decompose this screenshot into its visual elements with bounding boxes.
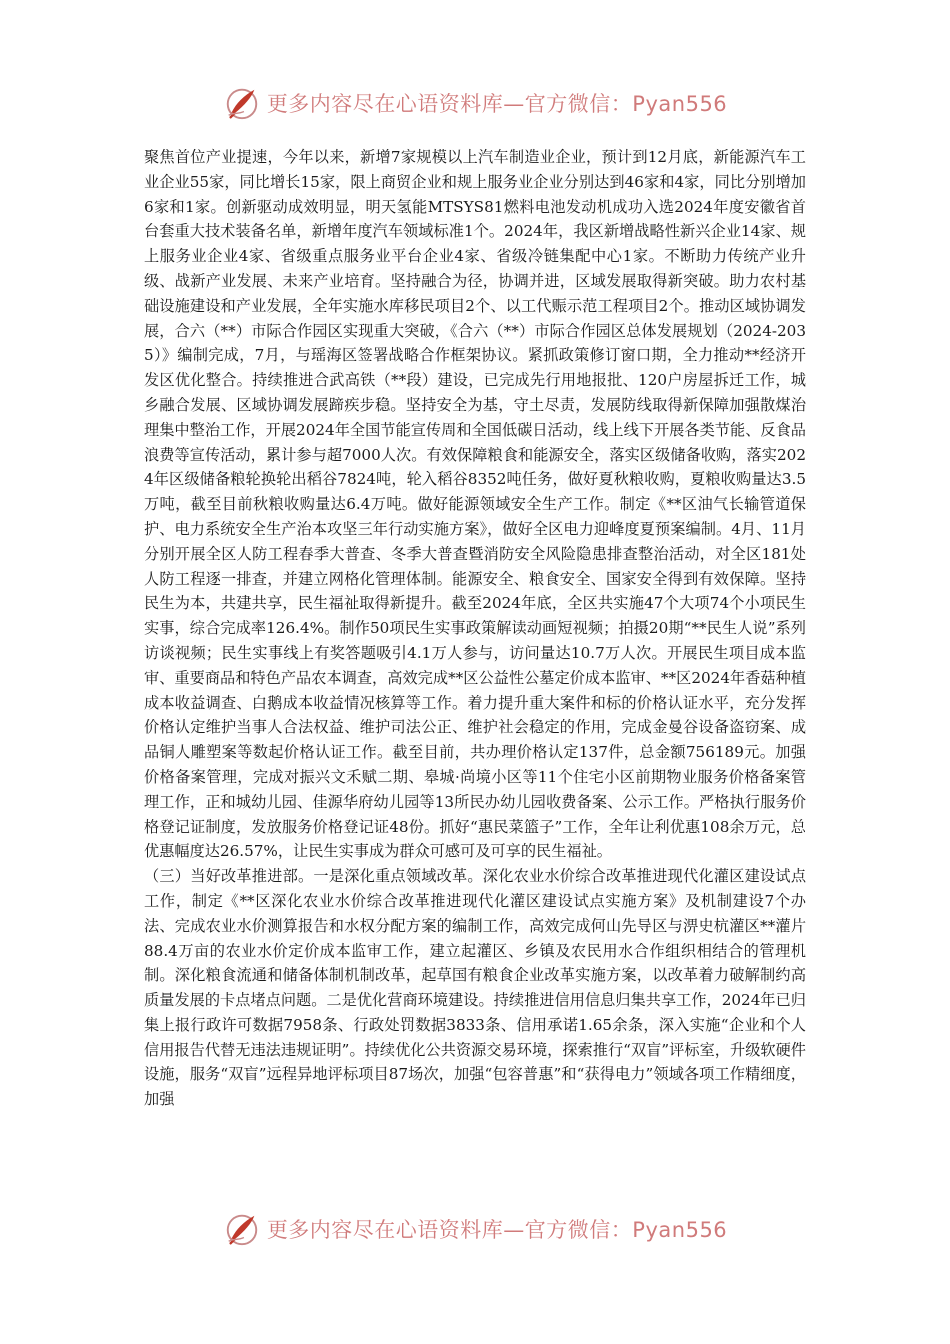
pen-logo-icon: [223, 84, 261, 122]
body-paragraph: 聚焦首位产业提速，今年以来，新增7家规模以上汽车制造业企业，预计到12月底，新能源汽车工业企业55家，同比增长15家，限上商贸企业和规上服务业企业分别达到46家和4家，同比分别增加6家和1家。创新驱动成效明显，明天氢能MTSYS81燃料电池发动机成功入选2024年度安徽省首台套重大技术装备名单，新增年度汽车领域标准1个。2024年，我区新增战略性新兴企业14家、规上服务业企业4家、省级重点服务业平台企业4家、省级冷链集配中心1家。不断助力传统产业升级、战新产业发展、未来产业培育。坚持融合为径，协调并进，区域发展取得新突破。助力农村基础设施建设和产业发展，全年实施水库移民项目2个、以工代赈示范工程项目2个。推动区域协调发展，合六（**）市际合作园区实现重大突破，《合六（**）市际合作园区总体发展规划（2024-2035）》编制完成，7月，与瑶海区签署战略合作框架协议。紧抓政策修订窗口期，全力推动**经济开发区优化整合。持续推进合武高铁（**段）建设，已完成先行用地报批、120户房屋拆迁工作，城乡融合发展、区域协调发展蹄疾步稳。坚持安全为基，守土尽责，发展防线取得新保障加强散煤治理集中整治工作，开展2024年全国节能宣传周和全国低碳日活动，线上线下开展各类节能、反食品浪费等宣传活动，累计参与超7000人次。有效保障粮食和能源安全，落实区级储备收购，落实2024年区级储备粮轮换轮出稻谷7824吨，轮入稻谷8352吨任务，做好夏秋粮收购，夏粮收购量达3.5万吨，截至目前秋粮收购量达6.4万吨。做好能源领域安全生产工作。制定《**区油气长输管道保护、电力系统安全生产治本攻坚三年行动实施方案》，做好全区电力迎峰度夏预案编制。4月、11月分别开展全区人防工程春季大普查、冬季大普查暨消防安全风险隐患排查整治活动，对全区181处人防工程逐一排查，并建立网格化管理体制。能源安全、粮食安全、国家安全得到有效保障。坚持民生为本，共建共享，民生福祉取得新提升。截至2024年底，全区共实施47个大项74个小项民生实事，综合完成率126.4%。制作50项民生实事政策解读动画短视频；拍摄20期“**民生人说”系列访谈视频；民生实事线上有奖答题吸引4.1万人参与，访问量达10.7万人次。开展民生项目成本监审、重要商品和特色产品农本调查，高效完成**区公益性公墓定价成本监审、**区2024年香菇种植成本收益调查、白鹅成本收益情况核算等工作。着力提升重大案件和标的价格认证水平，充分发挥价格认定维护当事人合法权益、维护司法公正、维护社会稳定的作用，完成金曼谷设备盗窃案、成品铜人雕塑案等数起价格认证工作。截至目前，共办理价格认定137件，总金额756189元。加强价格备案管理，完成对振兴文禾赋二期、皋城·尚境小区等11个住宅小区前期物业服务价格备案管理工作，正和城幼儿园、佳源华府幼儿园等13所民办幼儿园收费备案、公示工作。严格执行服务价格登记证制度，发放服务价格登记证48份。抓好“惠民菜篮子”工作，全年让利优惠108余万元，总优惠幅度达26.57%，让民生实事成为群众可感可及可享的民生福祉。: [144, 148, 806, 861]
body-paragraph: （三）当好改革推进部。一是深化重点领域改革。深化农业水价综合改革推进现代化灌区建设试点工作，制定《**区深化农业水价综合改革推进现代化灌区建设试点实施方案》及机制建设7个办法、完成农业水价测算报告和水权分配方案的编制工作，高效完成何山先导区与淠史杭灌区**灌片88.4万亩的农业水价定价成本监审工作，建立起灌区、乡镇及农民用水合作组织相结合的管理机制。深化粮食流通和储备体制机制改革，起草国有粮食企业改革实施方案，以改革着力破解制约高质量发展的卡点堵点问题。二是优化营商环境建设。持续推进信用信息归集共享工作，2024年已归集上报行政许可数据7958条、行政处罚数据3833条、信用承诺1.65余条，深入实施“企业和个人信用报告代替无违法违规证明”。持续优化公共资源交易环境，探索推行“双盲”评标室，升级软硬件设施，服务“双盲”远程异地评标项目87场次，加强“包容普惠”和“获得电力”领域各项工作精细度，加强: [144, 867, 806, 1109]
header-banner-text: 更多内容尽在心语资料库—官方微信：Pyan556: [266, 92, 728, 116]
document-body: [144, 145, 806, 1112]
footer-banner-text: 更多内容尽在心语资料库—官方微信：Pyan556: [266, 1218, 728, 1242]
header-banner: [0, 80, 950, 126]
pen-logo-icon: [223, 1210, 261, 1248]
footer-banner: [0, 1206, 950, 1252]
